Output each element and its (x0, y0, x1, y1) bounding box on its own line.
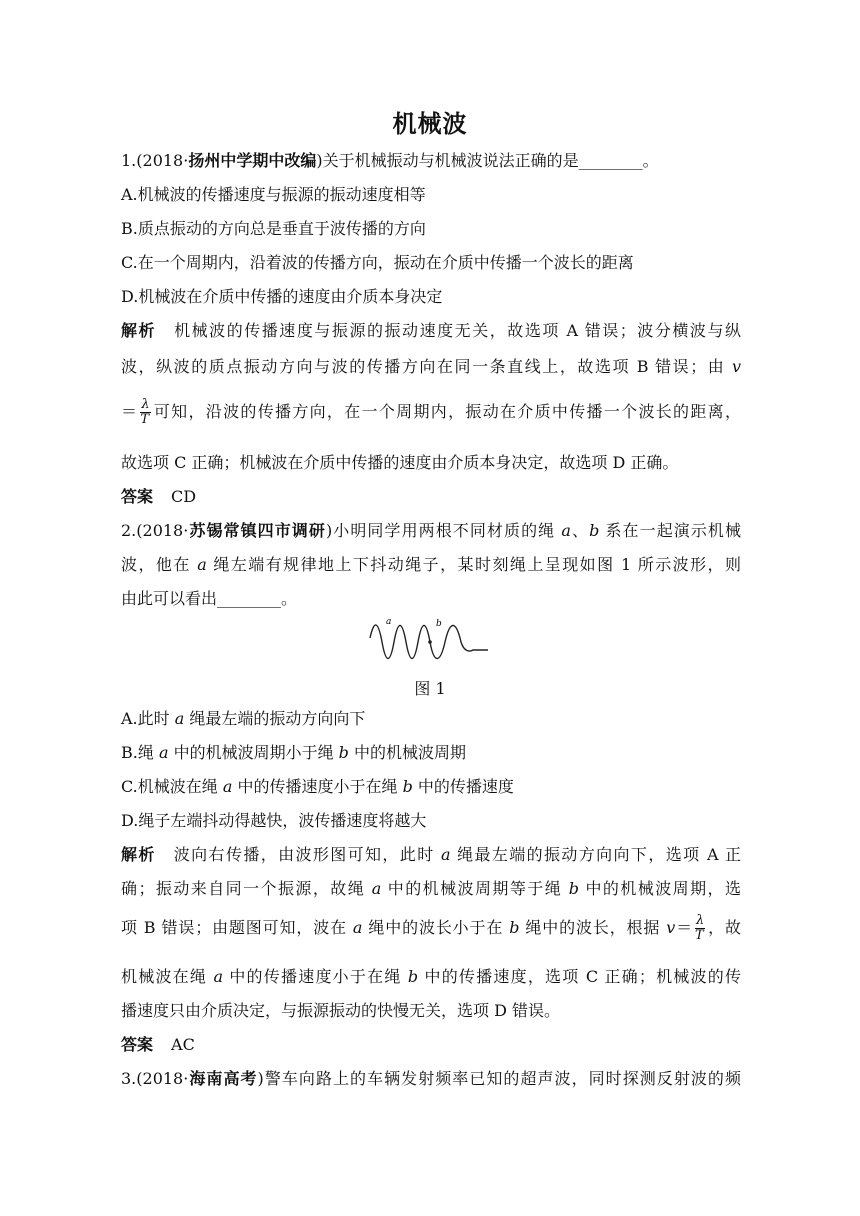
q2-var-a: a (174, 709, 185, 728)
q1-option-d: D.机械波在介质中传播的速度由介质本身决定 (121, 287, 443, 306)
q2-analysis-line-1 (121, 844, 741, 866)
q2-var-a: a (222, 777, 233, 796)
q1-analysis-text-1: 机械波的传播速度与振源的振动速度无关，故选项 A 错误；波分横波与纵 (174, 321, 741, 340)
q2-optA-2: 绳最左端的振动方向向下 (184, 709, 366, 728)
q2-source: 苏锡常镇四市调研 (188, 521, 326, 540)
q1-option-b: B.质点振动的方向总是垂直于波传播的方向 (121, 219, 426, 238)
q2-option-d: D.绳子左端抖动得越快，波传播速度将越大 (121, 811, 427, 830)
q2-optC-1: C.机械波在绳 (121, 777, 223, 796)
q3-source: 海南高考 (188, 1069, 258, 1088)
q1-source-open: (2018· (136, 151, 189, 170)
q1-analysis-line-3 (121, 398, 741, 427)
q2-stem-text-1c: 系在一起演示机械 (599, 521, 741, 540)
q1-answer-label: 答案 (121, 487, 154, 506)
q2-stem-text-1a: 小明同学用两根不同材质的绳 (332, 521, 562, 540)
q2-stem-text-1b: 、 (570, 521, 590, 540)
wave-rope-b (430, 626, 488, 659)
label-a: a (386, 617, 392, 627)
q2-stem-line-2 (121, 554, 741, 576)
q1-analysis-line-4: 故选项 C 正确；机械波在介质中传播的速度由介质本身决定，故选项 D 正确。 (121, 453, 679, 472)
knot-point (428, 640, 432, 644)
q2-j1a: 波向右传播，由波形图可知，此时 (173, 845, 442, 864)
q1-source: 扬州中学期中改编 (188, 151, 317, 170)
q2-fraction-num: λ (695, 913, 705, 928)
q2-var-a: a (213, 967, 223, 986)
q1-option-c: C.在一个周期内，沿着波的传播方向，振动在介质中传播一个波长的距离 (121, 253, 634, 272)
q2-var-a: a (197, 555, 207, 574)
q2-stem-text-2a: 波，他在 (121, 555, 198, 574)
q3-source-close: ) (257, 1069, 264, 1088)
q2-var-a: a (441, 845, 451, 864)
q2-analysis-line-3 (121, 914, 741, 943)
q1-analysis-line-1 (121, 320, 741, 342)
q2-var-b: b (589, 521, 600, 540)
q1-fraction (140, 398, 150, 427)
q2-optA-1: A.此时 (121, 709, 175, 728)
q1-analysis-line-2 (121, 356, 741, 378)
q2-answer-value: AC (171, 1035, 195, 1054)
q2-optB-2: 中的机械波周期小于绳 (168, 743, 339, 762)
q1-fraction-num: λ (141, 397, 150, 412)
q2-var-b: b (509, 918, 520, 937)
q1-equals: ＝ (121, 402, 139, 421)
q1-analysis-label: 解析 (121, 321, 157, 340)
q2-optC-2: 中的传播速度小于在绳 (232, 777, 403, 796)
q2-equals: ＝ (675, 918, 693, 937)
q1-analysis-text-3: 可知，沿波的传播方向，在一个周期内，振动在介质中传播一个波长的距离， (152, 402, 741, 421)
q2-answer (121, 1034, 741, 1056)
q2-j3a: 项 B 错误；由题图可知，波在 (121, 918, 353, 937)
q2-source-open: (2018· (136, 521, 189, 540)
q2-stem-line-1 (121, 520, 741, 542)
q2-var-a: a (561, 521, 571, 540)
wave-figure (360, 612, 500, 672)
q2-analysis-label: 解析 (121, 845, 156, 864)
q2-source-close: ) (325, 521, 333, 540)
q3-stem-text: 警车向路上的车辆发射频率已知的超声波，同时探测反射波的频 (263, 1069, 741, 1088)
q3-source-open: (2018· (136, 1069, 189, 1088)
q2-var-b: b (407, 967, 419, 986)
q2-j4b: 中的传播速度小于在绳 (223, 967, 408, 986)
label-b: b (436, 619, 442, 629)
q2-j3c: 绳中的波长，根据 (519, 918, 667, 937)
q2-analysis-line-2 (121, 878, 741, 900)
q2-j2c: 中的机械波周期，选 (578, 879, 741, 898)
q2-j2a: 确；振动来自同一个振源，故绳 (121, 879, 372, 898)
q1-number: 1. (121, 151, 137, 170)
q1-answer (121, 486, 741, 508)
q1-option-a: A.机械波的传播速度与振源的振动速度相等 (121, 185, 426, 204)
q2-fraction (695, 914, 705, 943)
q1-stem (121, 150, 741, 172)
q2-j4a: 机械波在绳 (121, 967, 214, 986)
q1-stem-text: 关于机械振动与机械波说法正确的是________。 (322, 151, 659, 170)
q2-fraction-den: T (694, 928, 704, 943)
q1-answer-value: CD (171, 487, 197, 506)
q2-number: 2. (121, 521, 137, 540)
q2-analysis-line-5: 播速度只由介质决定，与振源振动的快慢无关，选项 D 错误。 (121, 1001, 561, 1020)
q2-j1b: 绳最左端的振动方向向下，选项 A 正 (450, 845, 741, 864)
q2-optB-1: B.绳 (121, 743, 159, 762)
q2-analysis-line-4 (121, 966, 741, 988)
q2-j4c: 中的传播速度，选项 C 正确；机械波的传 (418, 967, 741, 986)
q2-option-b (121, 742, 741, 764)
q1-source-close: ) (316, 151, 323, 170)
q2-answer-label: 答案 (121, 1035, 154, 1054)
q2-var-b: b (402, 777, 413, 796)
q2-j2b: 中的机械波周期等于绳 (381, 879, 569, 898)
q2-var-b: b (338, 743, 349, 762)
q2-var-v: v (666, 918, 676, 937)
q3-number: 3. (121, 1069, 137, 1088)
q1-var-v: v (731, 357, 741, 376)
q1-analysis-text-2: 波，纵波的质点振动方向与波的传播方向在同一条直线上，故选项 B 错误；由 (121, 357, 732, 376)
q2-j3d: ，故 (707, 918, 741, 937)
page-title: 机械波 (392, 110, 468, 138)
q2-optB-3: 中的机械波周期 (348, 743, 467, 762)
q2-option-a (121, 708, 741, 730)
q2-optC-3: 中的传播速度 (412, 777, 514, 796)
q2-var-a: a (352, 918, 363, 937)
q1-fraction-den: T (140, 412, 149, 427)
q3-stem (121, 1068, 741, 1090)
wave-rope-a (370, 625, 430, 659)
q2-j3b: 绳中的波长小于在 (362, 918, 510, 937)
q2-var-a: a (158, 743, 169, 762)
q2-var-a: a (371, 879, 382, 898)
figure-caption: 图 1 (414, 679, 446, 698)
q2-stem-text-2b: 绳左端有规律地上下抖动绳子，某时刻绳上呈现如图 1 所示波形，则 (206, 555, 741, 574)
q2-stem-line-3: 由此可以看出________。 (121, 589, 298, 608)
q2-var-b: b (568, 879, 579, 898)
q2-option-c (121, 776, 741, 798)
